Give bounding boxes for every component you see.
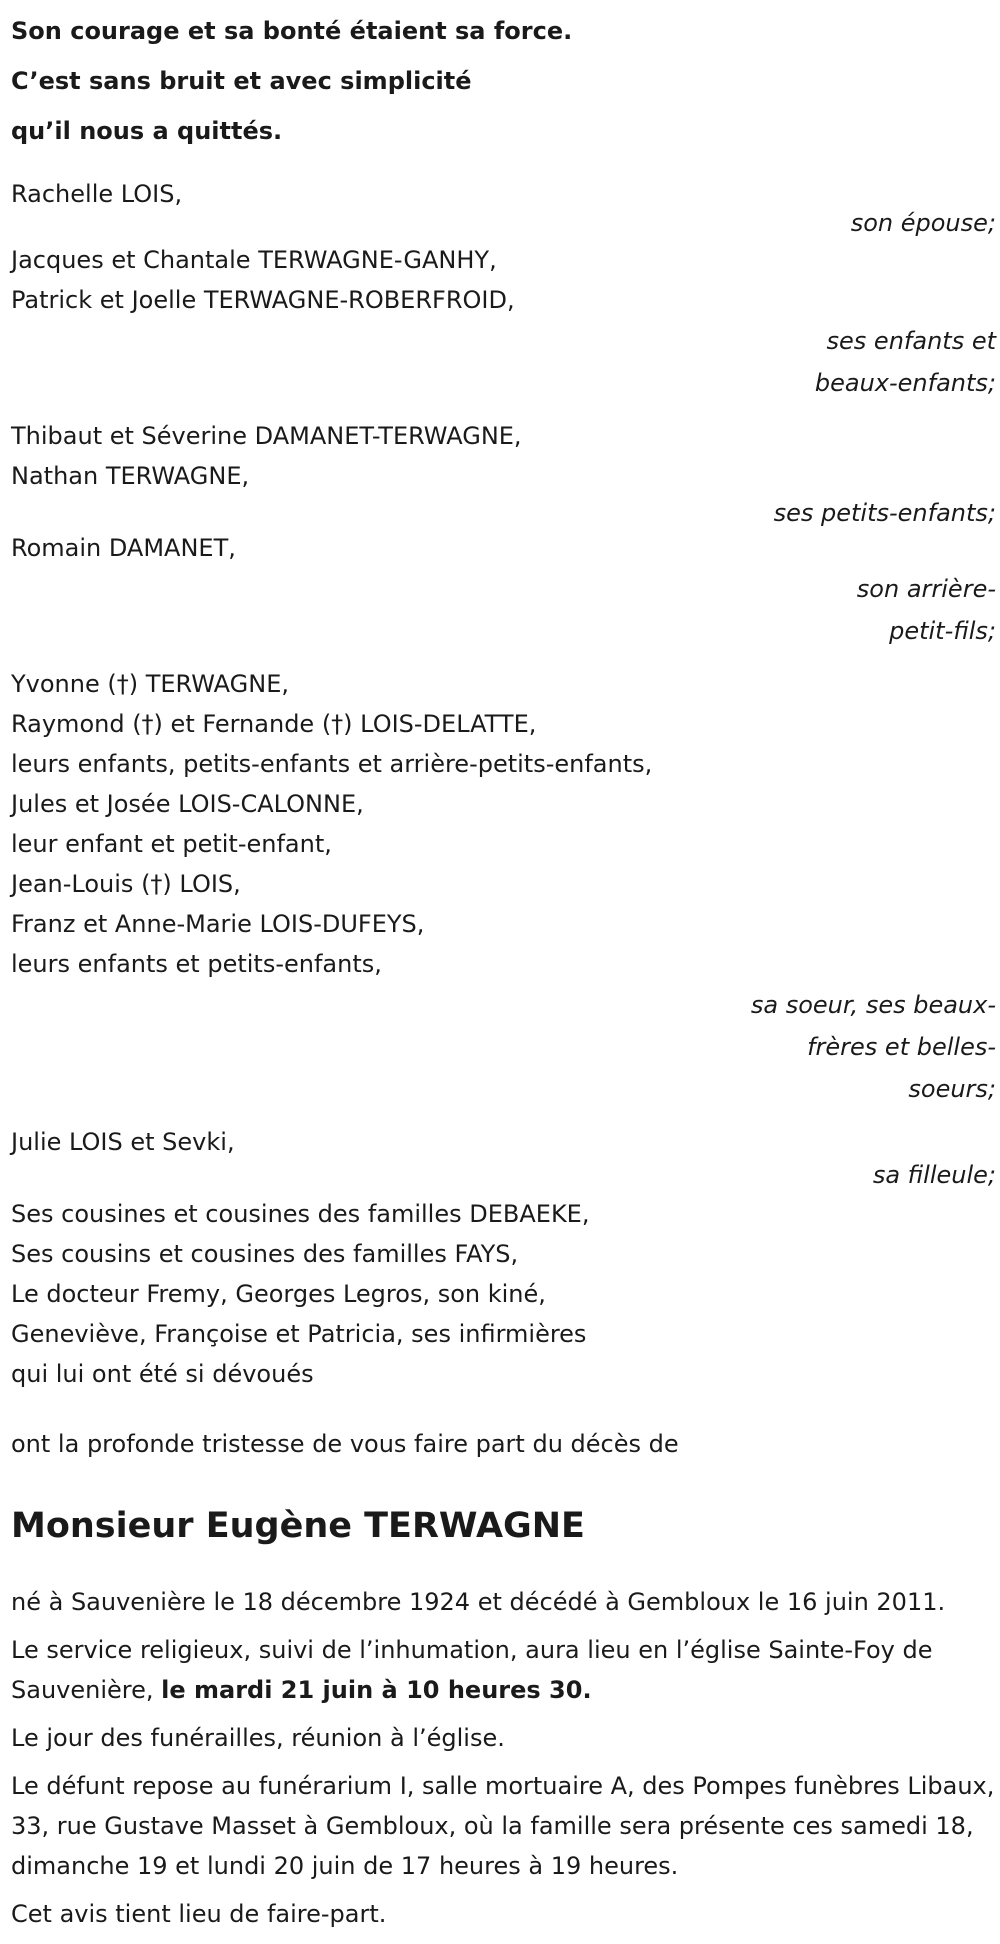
family-name: Ses cousines et cousines des familles DEBAEKE, [11, 1200, 590, 1228]
family-name: Julie LOIS et Sevki, [11, 1128, 235, 1156]
family-name: Raymond (†) et Fernande (†) LOIS-DELATTE, [11, 710, 537, 738]
service-location: Le service religieux, suivi de l’inhumation, aura lieu en l’église Sainte-Foy de Sauvenière, [11, 1636, 933, 1704]
family-group-goddaughter [11, 1122, 996, 1196]
family-name: Jean-Louis (†) LOIS, [11, 870, 241, 898]
family-group-siblings [11, 664, 996, 1110]
relation-label: sa soeur, ses beaux-frères et belles-soeurs; [750, 991, 996, 1103]
reunion-text: Le jour des funérailles, réunion à l’église. [11, 1724, 505, 1752]
family-group-grandchildren [11, 416, 996, 534]
family-name: Yvonne (†) TERWAGNE, [11, 670, 290, 698]
relation-label: son épouse; [850, 209, 996, 237]
relation-label: ses enfants et beaux-enfants; [814, 327, 996, 397]
family-name: Jacques et Chantale TERWAGNE-GANHY, [11, 246, 497, 274]
announcement: ont la profonde tristesse de vous faire part du décès de [11, 1430, 679, 1458]
family-name: Thibaut et Séverine DAMANET-TERWAGNE, [11, 422, 522, 450]
epigraph [11, 6, 996, 156]
closing-text: Cet avis tient lieu de faire-part. [11, 1900, 387, 1928]
epigraph-line: C’est sans bruit et avec simplicité [11, 67, 472, 95]
family-name: Patrick et Joelle TERWAGNE-ROBERFROID, [11, 286, 515, 314]
family-name: leurs enfants et petits-enfants, [11, 950, 382, 978]
family-group-children [11, 240, 996, 404]
family-group-great-grandchild [11, 528, 996, 652]
service-text [11, 1630, 996, 1710]
family-name: Romain DAMANET, [11, 534, 236, 562]
family-name: Jules et Josée LOIS-CALONNE, [11, 790, 364, 818]
family-group-others [11, 1194, 996, 1394]
relation-label: son arrière-petit-fils; [856, 575, 996, 645]
epigraph-line: Son courage et sa bonté étaient sa force. [11, 17, 573, 45]
obituary-column [11, 0, 996, 1942]
deceased-name: Monsieur Eugène TERWAGNE [11, 1506, 585, 1546]
family-name: leur enfant et petit-enfant, [11, 830, 332, 858]
family-name: Ses cousins et cousines des familles FAYS, [11, 1240, 519, 1268]
family-name: Franz et Anne-Marie LOIS-DUFEYS, [11, 910, 425, 938]
relation-label: ses petits-enfants; [773, 499, 996, 527]
birth-death-text: né à Sauvenière le 18 décembre 1924 et décédé à Gembloux le 16 juin 2011. [11, 1588, 946, 1616]
family-name: Geneviève, Françoise et Patricia, ses infirmières [11, 1320, 587, 1348]
service-date: le mardi 21 juin à 10 heures 30. [161, 1676, 592, 1704]
family-name: Le docteur Fremy, Georges Legros, son kiné, [11, 1280, 546, 1308]
epigraph-line: qu’il nous a quittés. [11, 117, 283, 145]
family-group-spouse [11, 174, 996, 244]
relation-label: sa filleule; [872, 1161, 996, 1189]
family-name: Nathan TERWAGNE, [11, 462, 250, 490]
family-name: qui lui ont été si dévoués [11, 1360, 314, 1388]
family-name: Rachelle LOIS, [11, 180, 183, 208]
visitation-text: Le défunt repose au funérarium I, salle mortuaire A, des Pompes funèbres Libaux, 33, rue Gustave Masset à Gembloux, où la famille sera présente ces samedi 18, dimanche 19 et lundi 20 juin de 17 heures à 19 heures. [11, 1772, 995, 1880]
family-name: leurs enfants, petits-enfants et arrière-petits-enfants, [11, 750, 653, 778]
